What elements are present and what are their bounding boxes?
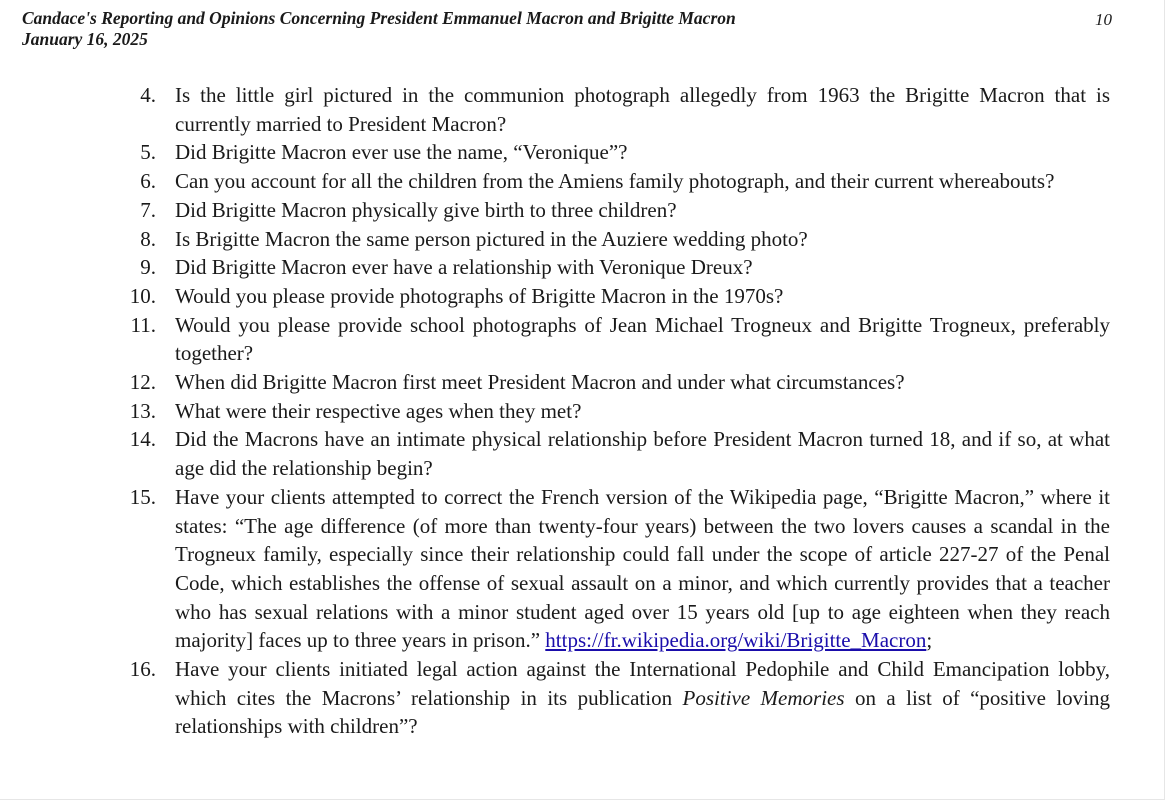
question-text: Did the Macrons have an intimate physical relationship before President Macron turned 18, and if so, at what age did the relationship begin? <box>175 427 1110 481</box>
page-header <box>22 8 1112 50</box>
question-number: 16. <box>129 657 156 682</box>
question-item <box>0 368 1165 397</box>
question-number: 10. <box>129 283 156 308</box>
question-text: Is Brigitte Macron the same person pictured in the Auziere wedding photo? <box>175 226 808 251</box>
question-number: 12. <box>129 370 156 395</box>
question-number: 15. <box>129 484 156 509</box>
question-text: When did Brigitte Macron first meet President Macron and under what circumstances? <box>175 370 905 395</box>
question-number: 13. <box>129 398 156 423</box>
question-item <box>0 138 1165 167</box>
question-item <box>0 225 1165 254</box>
question-number: 8. <box>140 226 156 251</box>
question-item <box>0 483 1165 655</box>
question-number: 7. <box>140 197 156 222</box>
wikipedia-link[interactable]: https://fr.wikipedia.org/wiki/Brigitte_Macron <box>545 628 927 653</box>
question-number: 6. <box>140 169 156 194</box>
header-title: Candace's Reporting and Opinions Concerning President Emmanuel Macron and Brigitte Macron <box>22 8 736 28</box>
question-item <box>0 196 1165 225</box>
question-text-body: Have your clients attempted to correct the French version of the Wikipedia page, “Brigitte Macron,” where it states: “The age difference (of more than twenty-four years) between the two lovers causes a scandal in the Trogneux family, especially since their relationship could fall under the scope of article 227-27 of the Penal Code, which establishes the offense of sexual assault on a minor, and which currently provides that a teacher who has sexual relations with a minor student aged over 15 years old [up to age eighteen when they reach majority] faces up to three years in prison.” <box>175 484 1110 653</box>
question-text: Can you account for all the children from the Amiens family photograph, and their current whereabouts? <box>175 169 1055 194</box>
question-number: 9. <box>140 255 156 280</box>
question-number: 11. <box>130 312 156 337</box>
question-item <box>0 282 1165 311</box>
question-number: 5. <box>140 140 156 165</box>
question-item <box>0 655 1165 741</box>
question-text: Did Brigitte Macron ever use the name, “Veronique”? <box>175 140 628 165</box>
question-item <box>0 397 1165 426</box>
question-item <box>0 81 1165 138</box>
question-text: What were their respective ages when they met? <box>175 398 582 423</box>
question-list <box>0 81 1165 741</box>
question-number: 14. <box>129 427 156 452</box>
question-text <box>175 655 1110 741</box>
question-text-tail: on a list of “positive loving relationships with children”? <box>175 685 1111 739</box>
question-text: Did Brigitte Macron physically give birth to three children? <box>175 197 677 222</box>
question-text <box>175 483 1110 655</box>
question-number: 4. <box>140 83 156 107</box>
question-item <box>0 253 1165 282</box>
header-date: January 16, 2025 <box>22 29 148 49</box>
question-item <box>0 167 1165 196</box>
question-text-body: Have your clients initiated legal action against the International Pedophile and Child Emancipation lobby, which cites the Macrons’ relationship in its publication <box>175 657 1110 710</box>
question-text: Would you please provide school photographs of Jean Michael Trogneux and Brigitte Trogneux, preferably together? <box>175 312 1110 366</box>
question-text: Would you please provide photographs of Brigitte Macron in the 1970s? <box>175 283 784 308</box>
question-item <box>0 425 1165 482</box>
question-text-tail: ; <box>926 628 933 653</box>
question-text: Did Brigitte Macron ever have a relationship with Veronique Dreux? <box>175 255 753 280</box>
page-number: 10 <box>1095 10 1112 29</box>
publication-title: Positive Memories <box>682 685 845 710</box>
question-text: Is the little girl pictured in the communion photograph allegedly from 1963 the Brigitte Macron that is currently married to President Macron? <box>175 83 1110 136</box>
question-item <box>0 311 1165 368</box>
